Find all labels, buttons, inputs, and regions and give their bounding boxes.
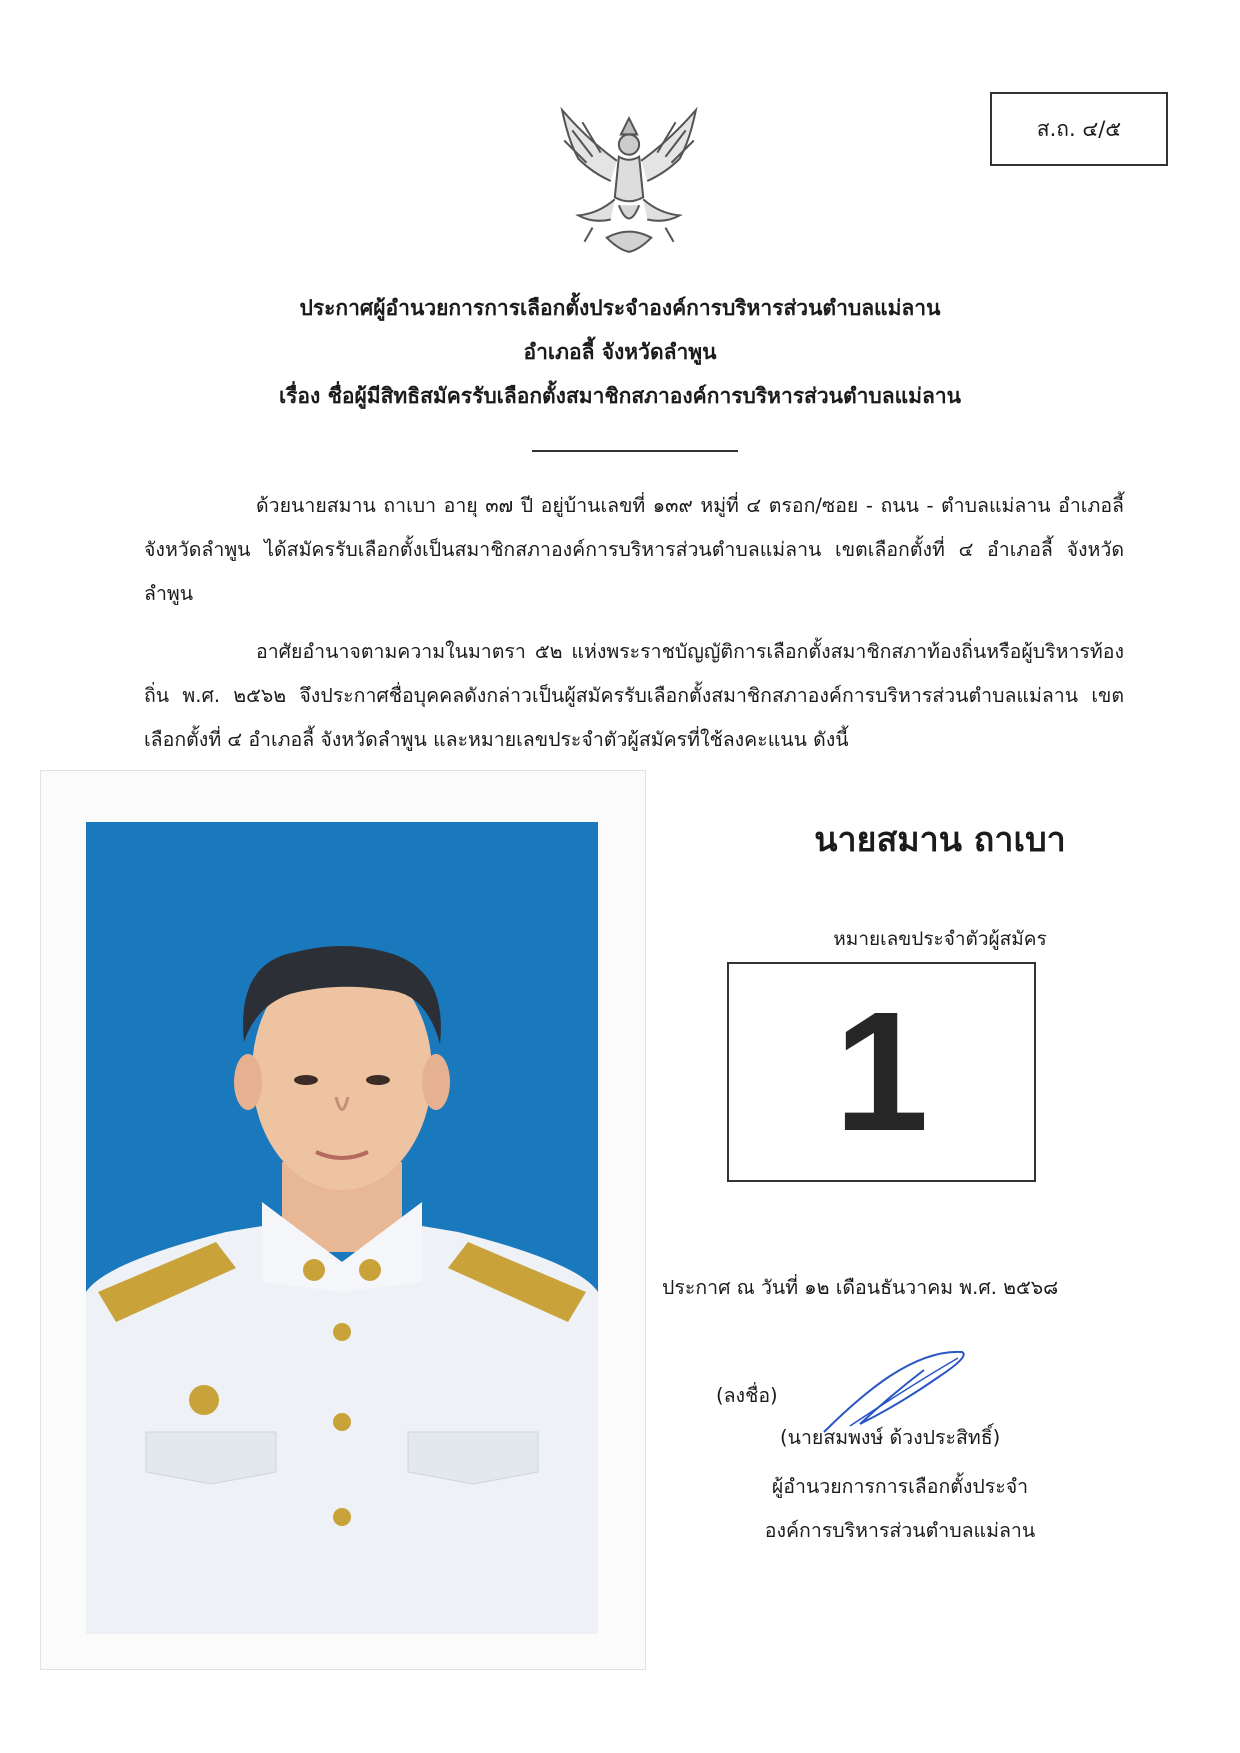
signer-position-line-2: องค์การบริหารส่วนตำบลแม่ลาน [764, 1519, 1036, 1542]
form-code-text: ส.ถ. ๔/๕ [1036, 116, 1122, 141]
heading-line-1: ประกาศผู้อำนวยการการเลือกตั้งประจำองค์การบริหารส่วนตำบลแม่ลาน [299, 296, 941, 320]
heading-line-3: เรื่อง ชื่อผู้มีสิทธิสมัครรับเลือกตั้งสมาชิกสภาองค์การบริหารส่วนตำบลแม่ลาน [278, 384, 962, 408]
signer-position [690, 1465, 1110, 1553]
candidate-photo [86, 822, 598, 1634]
garuda-emblem-icon [548, 100, 710, 262]
form-code-box [990, 92, 1168, 166]
announcement-date: ประกาศ ณ วันที่ ๑๒ เดือนธันวาคม พ.ศ. ๒๕๖๘ [662, 1276, 1059, 1299]
signer-name: (นายสมพงษ์ ด้วงประสิทธิ์) [780, 1426, 1001, 1449]
paragraph-authority-text: อาศัยอำนาจตามความในมาตรา ๕๒ แห่งพระราชบัญญัติการเลือกตั้งสมาชิกสภาท้องถิ่นหรือผู้บริหารท้องถิ่น พ.ศ. ๒๕๖๒ จึงประกาศชื่อบุคคลดังกล่าวเป็นผู้สมัครรับเลือกตั้งสมาชิกสภาองค์การบริหารส่วนตำบลแม่ลาน เขตเลือกตั้งที่ ๔ อำเภอลี้ จังหวัดลำพูน และหมายเลขประจำตัวผู้สมัครที่ใช้ลงคะแนน ดังนี้ [144, 640, 1124, 751]
heading-divider [532, 450, 738, 452]
announcement-headings [0, 286, 1240, 418]
candidate-portrait-icon [86, 822, 598, 1634]
paragraph-authority [144, 630, 1124, 762]
paragraph-applicant [144, 484, 1124, 616]
candidate-number-label: หมายเลขประจำตัวผู้สมัคร [833, 928, 1047, 950]
candidate-number: 1 [834, 977, 929, 1167]
paragraph-applicant-text: ด้วยนายสมาน ถาเบา อายุ ๓๗ ปี อยู่บ้านเลขที่ ๑๓๙ หมู่ที่ ๔ ตรอก/ซอย - ถนน - ตำบลแม่ลาน อำเภอลี้ จังหวัดลำพูน ได้สมัครรับเลือกตั้งเป็นสมาชิกสภาองค์การบริหารส่วนตำบลแม่ลาน เขตเลือกตั้งที่ ๔ อำเภอลี้ จังหวัดลำพูน [144, 494, 1124, 605]
candidate-name: นายสมาน ถาเบา [814, 820, 1066, 860]
heading-line-2: อำเภอลี้ จังหวัดลำพูน [523, 340, 717, 364]
candidate-number-box [727, 962, 1036, 1182]
signature-label: (ลงชื่อ) [716, 1384, 778, 1407]
signer-position-line-1: ผู้อำนวยการการเลือกตั้งประจำ [771, 1475, 1029, 1498]
